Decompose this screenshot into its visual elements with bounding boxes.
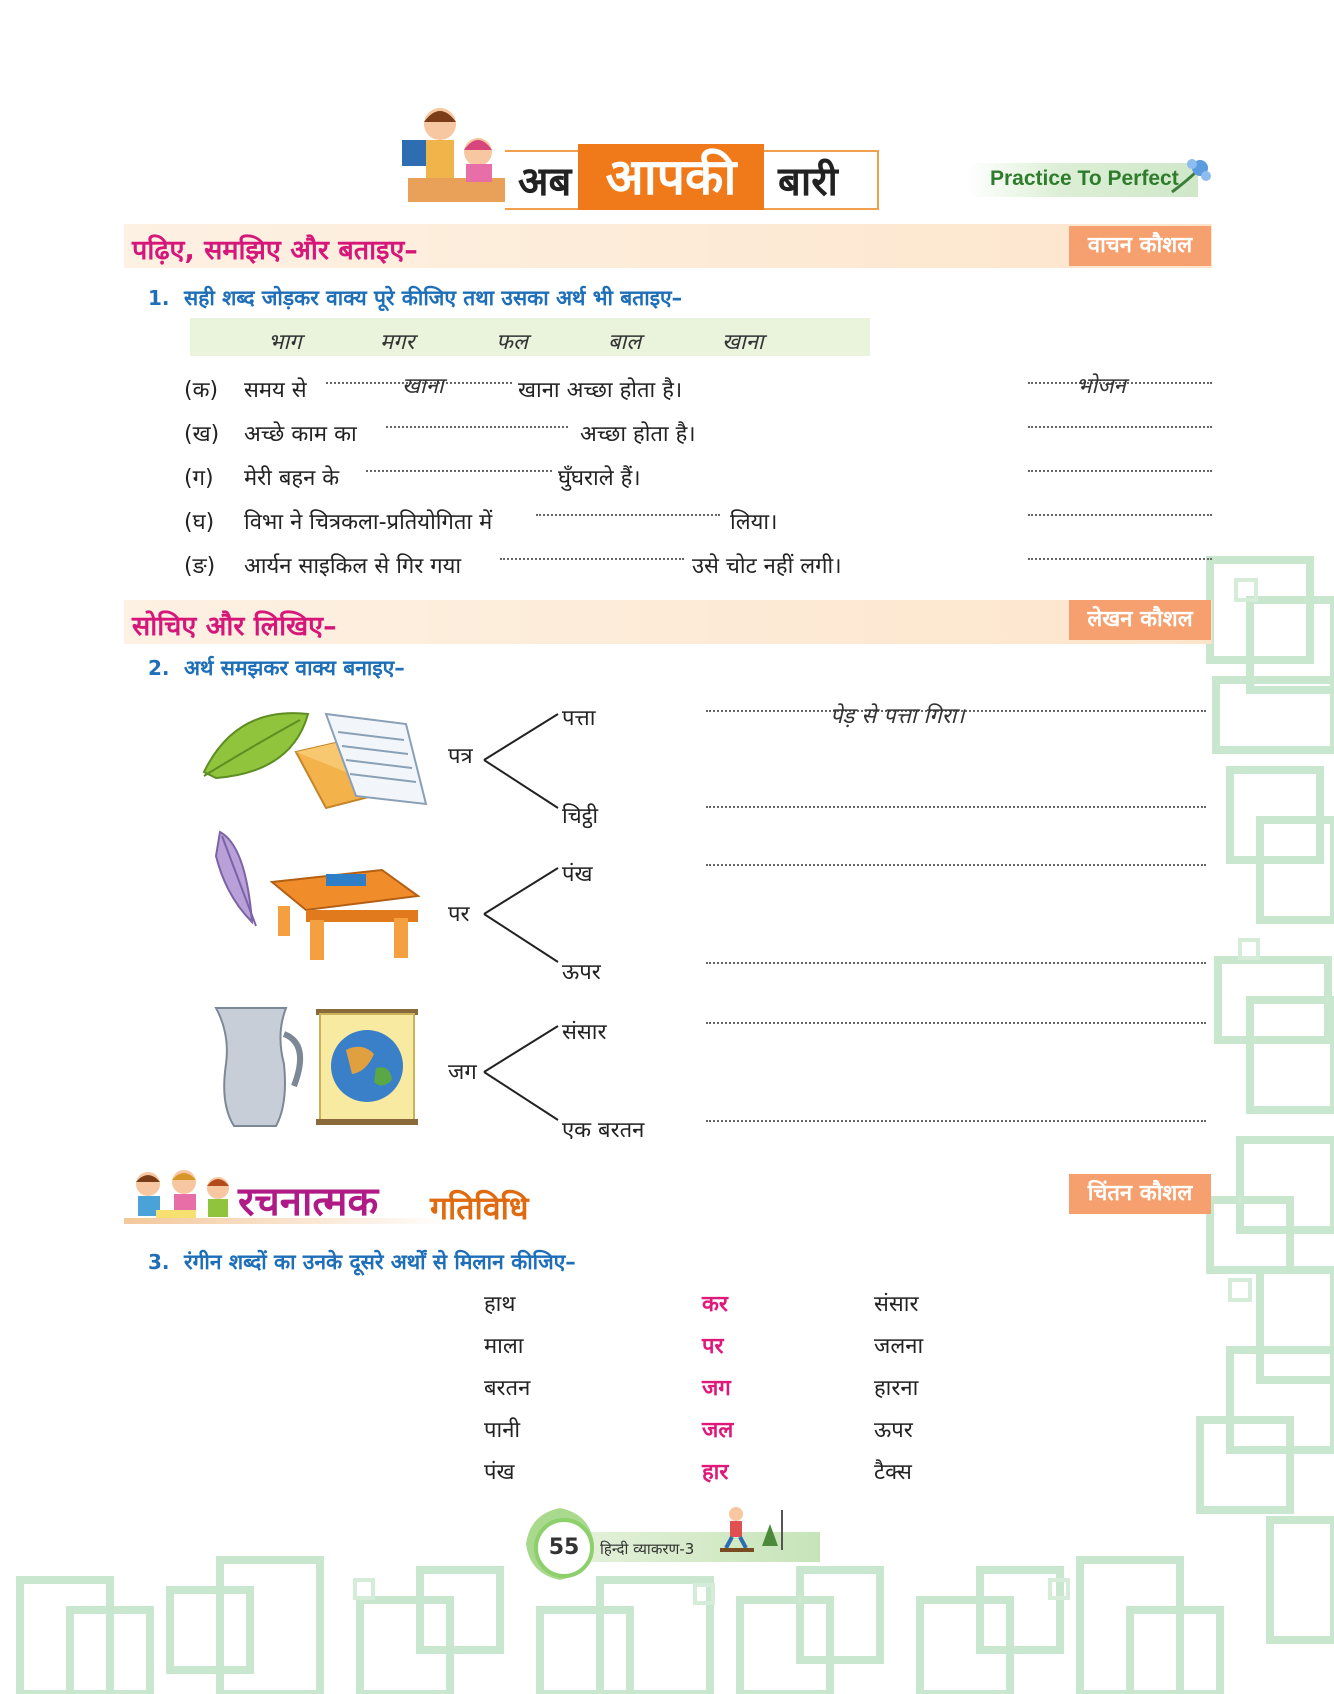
root-word-patra: पत्र	[448, 744, 473, 769]
meaning-blank[interactable]	[1028, 514, 1212, 516]
match-right[interactable]: जलना	[874, 1334, 924, 1359]
skateboard-boy-illustration	[716, 1506, 786, 1556]
match-key[interactable]: हार	[702, 1460, 729, 1485]
sentence-line[interactable]	[706, 864, 1206, 866]
tagline-text: Practice To Perfect	[990, 167, 1179, 190]
match-key[interactable]: पर	[702, 1334, 724, 1359]
question-3-number: 3.	[148, 1250, 170, 1274]
sentence-end: खाना अच्छा होता है।	[518, 378, 683, 403]
feather-and-table-illustration	[206, 826, 424, 962]
sentence-end: घुँघराले हैं।	[558, 466, 641, 491]
meaning-blank[interactable]	[1028, 558, 1212, 560]
section1-title: पढ़िए, समझिए और बताइए–	[132, 235, 418, 266]
match-key[interactable]: कर	[702, 1292, 728, 1317]
sample-sentence: पेड़ से पत्ता गिरा।	[830, 704, 965, 729]
sentence-line[interactable]	[706, 806, 1206, 808]
teacher-student-illustration	[398, 100, 518, 210]
match-key[interactable]: जग	[702, 1376, 731, 1401]
word-bank-item: फल	[496, 330, 528, 355]
sentence-label: (ख)	[184, 422, 220, 447]
question-1-text: सही शब्द जोड़कर वाक्य पूरे कीजिए तथा उसका अर्थ भी बताइए–	[184, 286, 683, 310]
root-word-par: पर	[448, 902, 470, 927]
sentence-start: मेरी बहन के	[244, 466, 340, 491]
meaning-word: संसार	[562, 1020, 607, 1045]
banner-word-aapki: आपकी	[578, 144, 764, 210]
meaning-word: पत्ता	[562, 706, 596, 731]
sentence-end: उसे चोट नहीं लगी।	[692, 554, 842, 579]
root-word-jag: जग	[448, 1060, 477, 1085]
children-reading-illustration	[128, 1166, 236, 1224]
sentence-line[interactable]	[706, 1022, 1206, 1024]
question-2-text: अर्थ समझकर वाक्य बनाइए–	[184, 656, 405, 680]
match-right[interactable]: ऊपर	[874, 1418, 913, 1443]
answer-blank[interactable]	[500, 558, 684, 560]
sentence-label: (घ)	[184, 510, 215, 535]
skill-badge-thinking: चिंतन कौशल	[1069, 1174, 1211, 1214]
match-right[interactable]: हारना	[874, 1376, 919, 1401]
match-right[interactable]: टैक्स	[874, 1460, 912, 1485]
sentence-start: समय से	[244, 378, 307, 403]
sentence-line[interactable]	[706, 1120, 1206, 1122]
match-left[interactable]: पानी	[484, 1418, 521, 1443]
sentence-end: लिया।	[730, 510, 778, 535]
meaning-word: एक बरतन	[562, 1118, 645, 1143]
match-right[interactable]: संसार	[874, 1292, 919, 1317]
answer-blank[interactable]	[366, 470, 552, 472]
section3-title-sub: गतिविधि	[430, 1189, 529, 1227]
banner-word-bari: बारी	[778, 159, 838, 205]
section2-title: सोचिए और लिखिए–	[132, 611, 337, 642]
skill-badge-writing: लेखन कौशल	[1069, 600, 1211, 640]
question-3-text: रंगीन शब्दों का उनके दूसरे अर्थों से मिलान कीजिए–	[184, 1250, 576, 1274]
sentence-start: आर्यन साइकिल से गिर गया	[244, 554, 462, 579]
section3-title-main: रचनात्मक	[238, 1179, 379, 1225]
match-left[interactable]: माला	[484, 1334, 524, 1359]
word-bank-item: मगर	[380, 330, 415, 355]
book-title: हिन्दी व्याकरण-3	[600, 1540, 695, 1558]
sample-meaning: भोजन	[1076, 374, 1126, 399]
answer-blank[interactable]	[536, 514, 720, 516]
word-bank-item: बाल	[608, 330, 642, 355]
meaning-word: ऊपर	[562, 960, 601, 985]
banner-word-ab: अब	[518, 159, 572, 205]
meaning-word: चिट्ठी	[562, 804, 599, 829]
flower-icon	[1168, 156, 1214, 196]
page-number: 55	[534, 1518, 594, 1578]
sentence-end: अच्छा होता है।	[580, 422, 696, 447]
jug-and-globe-illustration	[206, 994, 424, 1134]
leaf-and-letter-illustration	[196, 696, 438, 812]
sentence-label: (ग)	[184, 466, 214, 491]
sentence-label: (क)	[184, 378, 219, 403]
question-2-number: 2.	[148, 656, 170, 680]
sentence-label: (ङ)	[184, 554, 216, 579]
match-left[interactable]: हाथ	[484, 1292, 516, 1317]
word-bank-item: खाना	[722, 330, 764, 355]
answer-blank[interactable]	[386, 426, 568, 428]
meaning-word: पंख	[562, 862, 593, 887]
sentence-start: अच्छे काम का	[244, 422, 357, 447]
match-left[interactable]: बरतन	[484, 1376, 531, 1401]
skill-badge-reading: वाचन कौशल	[1069, 226, 1211, 266]
sample-answer: खाना	[402, 374, 444, 399]
sentence-start: विभा ने चित्रकला-प्रतियोगिता में	[244, 510, 493, 535]
meaning-blank[interactable]	[1028, 426, 1212, 428]
match-left[interactable]: पंख	[484, 1460, 515, 1485]
word-bank-item: भाग	[268, 330, 302, 355]
sentence-line[interactable]	[706, 962, 1206, 964]
match-key[interactable]: जल	[702, 1418, 734, 1443]
meaning-blank[interactable]	[1028, 470, 1212, 472]
question-1-number: 1.	[148, 286, 170, 310]
